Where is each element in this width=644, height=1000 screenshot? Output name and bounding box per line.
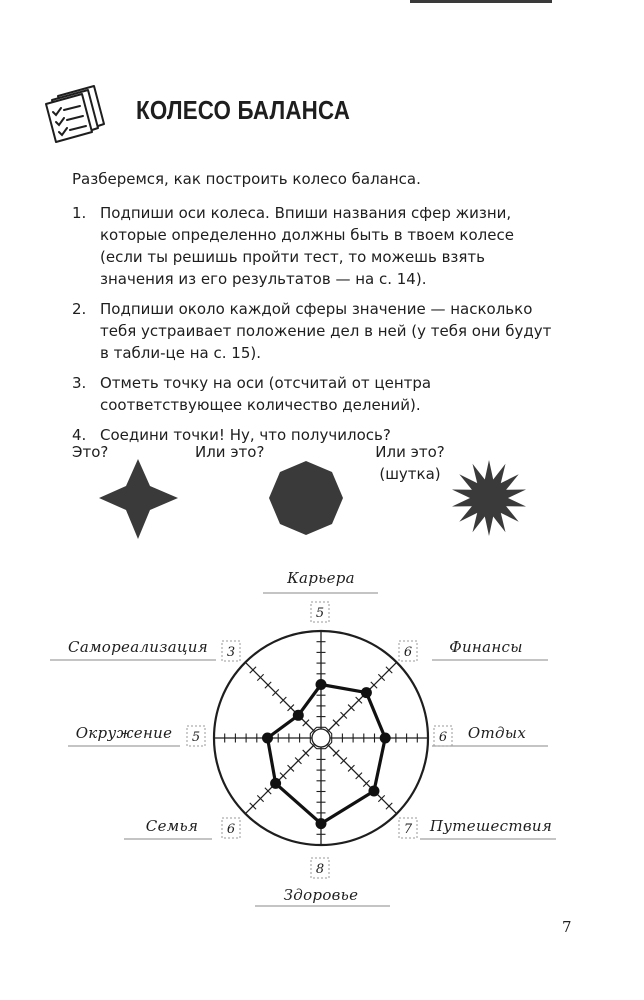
step-text: Соедини точки! Ну, что получилось? xyxy=(100,426,391,444)
step-number: 3. xyxy=(72,374,87,392)
caption-joke: (шутка) xyxy=(379,465,441,483)
axis-value: 5 xyxy=(315,606,325,621)
caption-or-this: Или это? xyxy=(195,443,265,461)
step-text: Отметь точку на оси (отсчитай от центра соответствующее количество делений). xyxy=(100,374,432,414)
wheel-value-point xyxy=(368,785,379,796)
axis-value: 8 xyxy=(315,862,325,877)
axis-value: 5 xyxy=(191,730,201,745)
axis-label: Отдых xyxy=(467,724,527,742)
caption-or-this: Или это? xyxy=(375,443,445,461)
wheel-axis xyxy=(327,662,396,731)
list-item xyxy=(72,372,552,416)
step-number: 2. xyxy=(72,300,87,318)
axis-label: Самореализация xyxy=(68,638,208,656)
shape-examples xyxy=(0,455,644,550)
wheel-value-point xyxy=(270,778,281,789)
step-number: 1. xyxy=(72,204,87,222)
axis-label: Путешествия xyxy=(429,817,553,835)
axis-label: Семья xyxy=(145,817,199,835)
list-item xyxy=(72,202,552,290)
axis-label: Финансы xyxy=(449,638,523,656)
step-text: Подпиши около каждой сферы значение — насколько тебя устраивает положение дел в ней (у тебя они будут в табли-це на с. 15). xyxy=(100,300,552,362)
wheel-axis xyxy=(245,662,314,731)
step-text: Подпиши оси колеса. Впиши названия сфер жизни, которые определенно должны быть в твоем колесе (если ты решишь пройти тест, то можешь взять значения из его результатов — на с. 14). xyxy=(100,204,514,288)
axis-value: 6 xyxy=(438,730,448,745)
top-rule xyxy=(410,0,552,3)
wheel-value-point xyxy=(316,679,327,690)
list-item xyxy=(72,424,552,446)
axis-value: 6 xyxy=(403,645,413,660)
wheel-value-point xyxy=(361,687,372,698)
balance-wheel xyxy=(0,560,644,920)
page-number: 7 xyxy=(562,918,572,936)
steps-list xyxy=(72,202,552,454)
axis-value: 6 xyxy=(226,822,236,837)
axis-label: Окружение xyxy=(75,724,173,742)
axis-value: 3 xyxy=(226,645,236,660)
spiky-star-shape xyxy=(452,460,526,536)
page-title: КОЛЕСО БАЛАНСА xyxy=(136,95,351,125)
octagon-shape xyxy=(269,461,343,535)
wheel-axis xyxy=(245,744,314,813)
wheel-value-point xyxy=(380,733,391,744)
wheel-center xyxy=(312,729,330,747)
wheel-value-polygon xyxy=(268,685,386,824)
wheel-value-point xyxy=(293,710,304,721)
star-shape xyxy=(99,459,178,539)
checklist-icon xyxy=(44,82,114,144)
wheel-value-point xyxy=(316,818,327,829)
step-number: 4. xyxy=(72,426,87,444)
axis-label: Здоровье xyxy=(283,886,359,904)
list-item xyxy=(72,298,552,364)
wheel-axis xyxy=(327,744,396,813)
wheel-value-point xyxy=(262,733,273,744)
intro-text: Разберемся, как построить колесо баланса. xyxy=(72,170,421,188)
axis-value: 7 xyxy=(403,822,413,837)
axis-label: Карьера xyxy=(287,569,355,587)
caption-this: Это? xyxy=(72,443,109,461)
